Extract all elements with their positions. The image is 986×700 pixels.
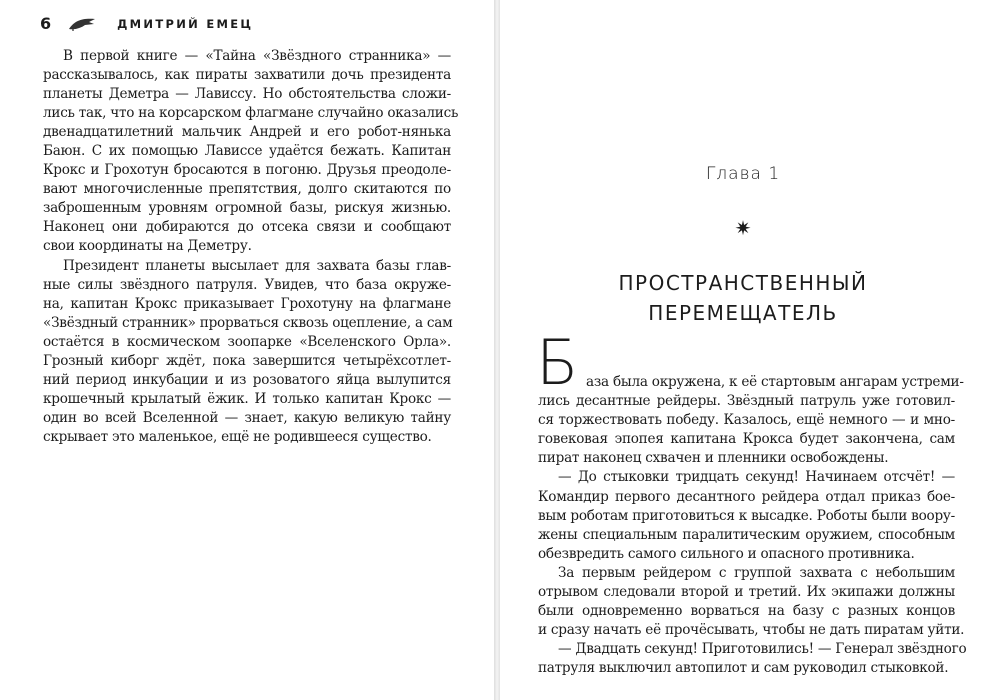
text-line: и сразу начать её прочёсывать, чтобы не дать пиратам уйти.	[538, 622, 965, 639]
dragon-logo-icon	[67, 16, 97, 32]
text-line: пират наконец схвачен и пленники освобождены.	[538, 450, 889, 467]
chapter-label: Глава 1	[705, 164, 781, 184]
text-line: Грозный киборг ждёт, пока завершится четырёхсотлет-	[43, 352, 451, 369]
text-line: жены специальным паралитическим оружием, способным	[538, 526, 955, 543]
drop-cap: Б	[536, 326, 579, 399]
text-line: планеты Деметра — Лависсу. Но обстоятельства сложи-	[43, 86, 451, 103]
text-line: ний период инкубации и из розоватого яйца вылупится	[43, 371, 451, 388]
text-line: лись так, что на корсарском флагмане случайно оказались	[43, 105, 459, 122]
chapter-text	[538, 373, 967, 679]
text-line: аза была окружена, к её стартовым ангарам устреми-	[586, 374, 964, 390]
author-name: ДМИТРИЙ ЕМЕЦ	[117, 16, 254, 31]
text-line: — До стыковки тридцать секунд! Начинаем отсчёт! —	[558, 469, 955, 486]
text-line: говековая эпопея капитана Крокса будет закончена, сам	[538, 431, 955, 448]
chapter-title-line: ПРОСТРАНСТВЕННЫЙ	[618, 271, 868, 295]
text-line: ся торжествовать победу. Казалось, ещё немного — и мно-	[538, 412, 955, 429]
text-line: заброшенным уровням огромной базы, рискуя жизнью.	[43, 200, 451, 217]
running-header	[40, 14, 253, 33]
text-line: Наконец они добираются до отсека связи и сообщают	[43, 219, 451, 236]
text-line: ные силы звёздного патруля. Увидев, что база окруже-	[43, 276, 451, 293]
text-line: рассказывалось, как пираты захватили дочь президента	[43, 67, 451, 84]
text-line: один во всей Вселенной — знает, какую великую тайну	[43, 409, 451, 426]
text-line: лись десантные рейдеры. Звёздный патруль уже готовил-	[538, 393, 955, 410]
text-line: патруля выключил автопилот и сам руководил стыковкой.	[538, 660, 949, 677]
text-line: «Звёздный странник» прорваться сквозь оцепление, а сам	[43, 314, 453, 331]
text-line: были одновременно ворваться на базу с разных концов	[538, 603, 955, 620]
star-ornament-icon: ✷	[734, 216, 752, 240]
text-line: свои координаты на Деметру.	[43, 238, 252, 255]
text-line: В первой книге — «Тайна «Звёздного странника» —	[63, 48, 451, 64]
chapter-title	[500, 268, 986, 328]
text-line: на, капитан Крокс приказывает Грохотуну на флагмане	[43, 295, 451, 312]
right-page	[500, 0, 986, 700]
chapter-title-line: ПЕРЕМЕЩАТЕЛЬ	[648, 301, 838, 325]
text-line: вым роботам приготовиться к высадке. Роботы были воору-	[538, 507, 955, 524]
text-line: остаётся в космическом зоопарке «Вселенского Орла».	[43, 333, 451, 350]
text-line: Баюн. С их помощью Лависсе удаётся бежать. Капитан	[43, 143, 451, 160]
text-line: За первым рейдером с группой захвата с небольшим	[558, 564, 955, 581]
text-line: Президент планеты высылает для захвата базы глав-	[63, 257, 451, 274]
text-line: двенадцатилетний мальчик Андрей и его робот-нянька	[43, 124, 451, 141]
text-line: Крокс и Грохотун бросаются в погоню. Друзья преодоле-	[43, 162, 451, 179]
page-number: 6	[40, 14, 52, 33]
text-line: отрывом следовали второй и третий. Их экипажи должны	[538, 584, 955, 601]
text-line: обезвредить самого сильного и опасного противника.	[538, 545, 915, 562]
text-line: Командир первого десантного рейдера отдал приказ бое-	[538, 488, 955, 505]
summary-text	[43, 47, 459, 447]
text-line: скрывает это маленькое, ещё не родившееся существо.	[43, 428, 432, 445]
text-line: — Двадцать секунд! Приготовились! — Генерал звёздного	[558, 641, 967, 658]
text-line: вают многочисленные препятствия, долго скитаются по	[43, 181, 451, 198]
text-line: крошечный крылатый ёжик. И только капитан Крокс —	[43, 390, 451, 407]
